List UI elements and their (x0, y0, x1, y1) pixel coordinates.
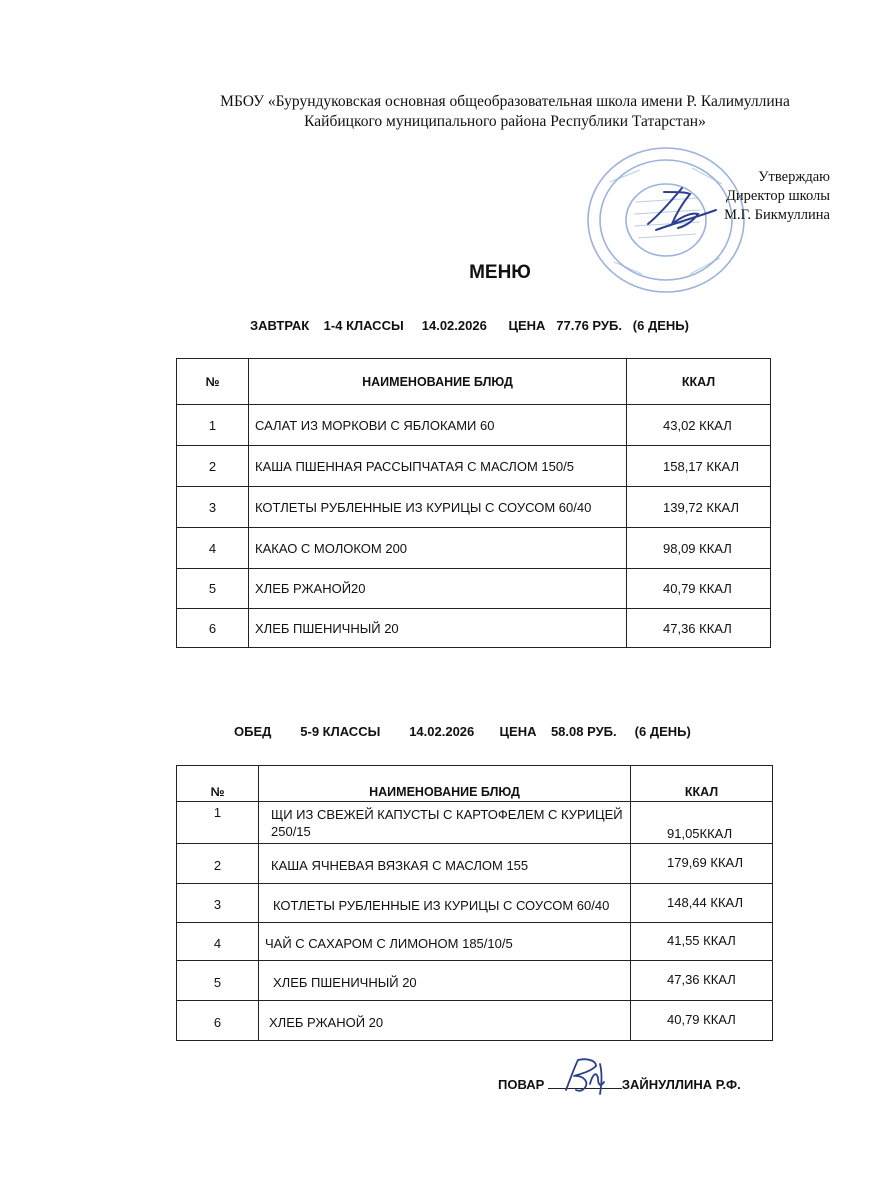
dish-name: САЛАТ ИЗ МОРКОВИ С ЯБЛОКАМИ 60 (249, 405, 627, 446)
dish-kcal: 179,69 ККАЛ (631, 844, 773, 884)
dish-name: КОТЛЕТЫ РУБЛЕННЫЕ ИЗ КУРИЦЫ С СОУСОМ 60/40 (249, 487, 627, 528)
approval-block (620, 168, 830, 225)
dish-name: ХЛЕБ РЖАНОЙ20 (249, 569, 627, 609)
organization-line-1: МБОУ «Бурундуковская основная общеобразовательная школа имени Р. Калимуллина (220, 93, 790, 110)
dish-kcal: 148,44 ККАЛ (631, 884, 773, 923)
cook-signature-line (498, 1077, 741, 1092)
dish-name: КАША ПШЕННАЯ РАССЫПЧАТАЯ С МАСЛОМ 150/5 (249, 446, 627, 487)
cook-name: ЗАЙНУЛЛИНА Р.Ф. (621, 1077, 741, 1092)
dish-kcal: 98,09 ККАЛ (627, 528, 771, 569)
table-row (177, 609, 771, 648)
row-number: 3 (177, 487, 249, 528)
menu-title: МЕНЮ (469, 262, 531, 283)
table-row (177, 884, 773, 923)
row-number: 2 (177, 446, 249, 487)
column-header-number: № (177, 359, 249, 405)
row-number: 1 (177, 802, 259, 844)
row-number: 4 (177, 923, 259, 961)
approval-line-1: Утверждаю (758, 169, 830, 185)
column-header-number: № (177, 766, 259, 802)
dish-name: ХЛЕБ РЖАНОЙ 20 (259, 1001, 631, 1041)
column-header-dish: НАИМЕНОВАНИЕ БЛЮД (259, 766, 631, 802)
dish-name: КОТЛЕТЫ РУБЛЕННЫЕ ИЗ КУРИЦЫ С СОУСОМ 60/40 (259, 884, 631, 923)
dish-name: ЩИ ИЗ СВЕЖЕЙ КАПУСТЫ С КАРТОФЕЛЕМ С КУРИЦЕЙ 250/15 (259, 802, 631, 844)
lunch-heading: ОБЕД 5-9 КЛАССЫ 14.02.2026 ЦЕНА 58.08 РУБ. (6 ДЕНЬ) (234, 724, 691, 739)
table-row (177, 487, 771, 528)
column-header-dish: НАИМЕНОВАНИЕ БЛЮД (249, 359, 627, 405)
table-row (177, 569, 771, 609)
row-number: 5 (177, 961, 259, 1001)
row-number: 6 (177, 609, 249, 648)
organization-line-2: Кайбицкого муниципального района Республики Татарстан» (304, 113, 706, 130)
cook-label: ПОВАР (498, 1077, 545, 1092)
cook-signature (556, 1054, 614, 1098)
dish-name: ХЛЕБ ПШЕНИЧНЫЙ 20 (249, 609, 627, 648)
table-header-row (177, 766, 773, 802)
row-number: 1 (177, 405, 249, 446)
dish-name: ХЛЕБ ПШЕНИЧНЫЙ 20 (259, 961, 631, 1001)
dish-kcal: 40,79 ККАЛ (627, 569, 771, 609)
dish-kcal: 139,72 ККАЛ (627, 487, 771, 528)
dish-kcal: 47,36 ККАЛ (631, 961, 773, 1001)
row-number: 3 (177, 884, 259, 923)
table-row (177, 923, 773, 961)
dish-kcal: 158,17 ККАЛ (627, 446, 771, 487)
lunch-table (176, 765, 773, 1041)
table-row (177, 1001, 773, 1041)
table-row (177, 528, 771, 569)
table-row (177, 961, 773, 1001)
column-header-kcal: ККАЛ (631, 766, 773, 802)
table-row (177, 844, 773, 884)
table-row (177, 802, 773, 844)
dish-name: ЧАЙ С САХАРОМ С ЛИМОНОМ 185/10/5 (259, 923, 631, 961)
dish-name: КАША ЯЧНЕВАЯ ВЯЗКАЯ С МАСЛОМ 155 (259, 844, 631, 884)
table-row (177, 446, 771, 487)
breakfast-heading: ЗАВТРАК 1-4 КЛАССЫ 14.02.2026 ЦЕНА 77.76 РУБ. (6 ДЕНЬ) (250, 318, 689, 333)
row-number: 2 (177, 844, 259, 884)
table-header-row (177, 359, 771, 405)
table-row (177, 405, 771, 446)
dish-kcal: 47,36 ККАЛ (627, 609, 771, 648)
dish-kcal: 40,79 ККАЛ (631, 1001, 773, 1041)
dish-kcal: 43,02 ККАЛ (627, 405, 771, 446)
breakfast-table (176, 358, 771, 648)
approval-line-3: М.Г. Бикмуллина (724, 207, 830, 223)
dish-kcal: 91,05ККАЛ (631, 802, 773, 844)
row-number: 6 (177, 1001, 259, 1041)
row-number: 5 (177, 569, 249, 609)
dish-kcal: 41,55 ККАЛ (631, 923, 773, 961)
organization-header (160, 92, 850, 132)
row-number: 4 (177, 528, 249, 569)
column-header-kcal: ККАЛ (627, 359, 771, 405)
dish-name: КАКАО С МОЛОКОМ 200 (249, 528, 627, 569)
approval-line-2: Директор школы (726, 188, 830, 204)
